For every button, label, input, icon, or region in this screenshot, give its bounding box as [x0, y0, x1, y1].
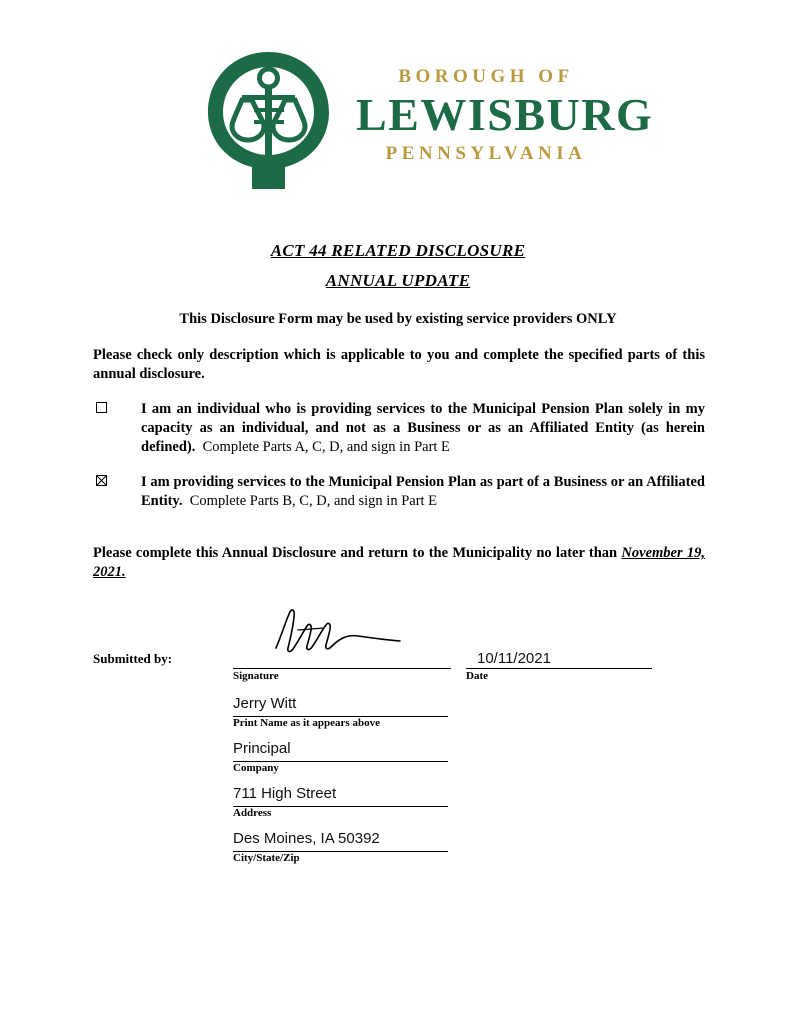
print-name-field-label: Print Name as it appears above	[233, 717, 380, 729]
date-field-label: Date	[466, 670, 488, 682]
company-field-label: Company	[233, 762, 279, 774]
date-field-value[interactable]: 10/11/2021	[477, 650, 551, 667]
city-state-zip-field-value[interactable]: Des Moines, IA 50392	[233, 830, 380, 847]
borough-logo	[196, 48, 654, 193]
address-field-value[interactable]: 711 High Street	[233, 785, 337, 802]
print-name-field-value[interactable]: Jerry Witt	[233, 695, 297, 712]
logo-line-borough-of: BOROUGH OF	[398, 66, 574, 87]
city-state-zip-field-label: City/State/Zip	[233, 852, 300, 864]
document-title-line-1	[0, 241, 796, 261]
option-individual-row[interactable]	[93, 400, 705, 457]
option-business-row[interactable]	[93, 473, 705, 511]
deadline-text: Please complete this Annual Disclosure and return to the Municipality no later than	[93, 545, 622, 561]
handwritten-signature	[268, 604, 408, 660]
signature-field-label: Signature	[233, 670, 279, 682]
date-line	[466, 668, 652, 669]
option-individual-bold: I am an individual who is providing services to the Municipal Pension Plan solely in my capacity as an individual, and not as a Business or as an Affiliated Entity (as herein defined).	[141, 401, 705, 456]
company-field-value[interactable]: Principal	[233, 740, 291, 757]
document-title-line-1-text: ACT 44 RELATED DISCLOSURE	[270, 241, 526, 260]
checkbox-individual[interactable]	[96, 402, 107, 413]
logo-line-lewisburg: LEWISBURG	[356, 89, 654, 140]
submitted-by-label: Submitted by:	[93, 651, 173, 666]
lewisburg-crest-icon	[196, 48, 341, 193]
document-title-line-2-text: ANNUAL UPDATE	[325, 271, 471, 290]
instructions-paragraph: Please check only description which is applicable to you and complete the specified parts of this annual disclosure.	[93, 347, 705, 383]
signature-line	[233, 668, 451, 669]
logo-line-pennsylvania: PENNSYLVANIA	[385, 142, 587, 164]
document-title-line-2	[0, 271, 796, 291]
logo-wordmark	[356, 66, 654, 165]
option-individual-plain: Complete Parts A, C, D, and sign in Part E	[202, 439, 450, 456]
deadline-date: November 19, 2021.	[93, 545, 706, 581]
address-field-label: Address	[233, 807, 272, 819]
deadline-paragraph	[93, 544, 705, 582]
document-subtitle: This Disclosure Form may be used by existing service providers ONLY	[179, 311, 617, 327]
option-business-text	[141, 473, 705, 511]
option-business-bold: I am providing services to the Municipal Pension Plan as part of a Business or an Affiliated Entity.	[141, 474, 705, 510]
option-individual-text	[141, 400, 705, 457]
option-business-plain: Complete Parts B, C, D, and sign in Part E	[189, 493, 438, 510]
checkbox-business[interactable]	[96, 475, 107, 486]
